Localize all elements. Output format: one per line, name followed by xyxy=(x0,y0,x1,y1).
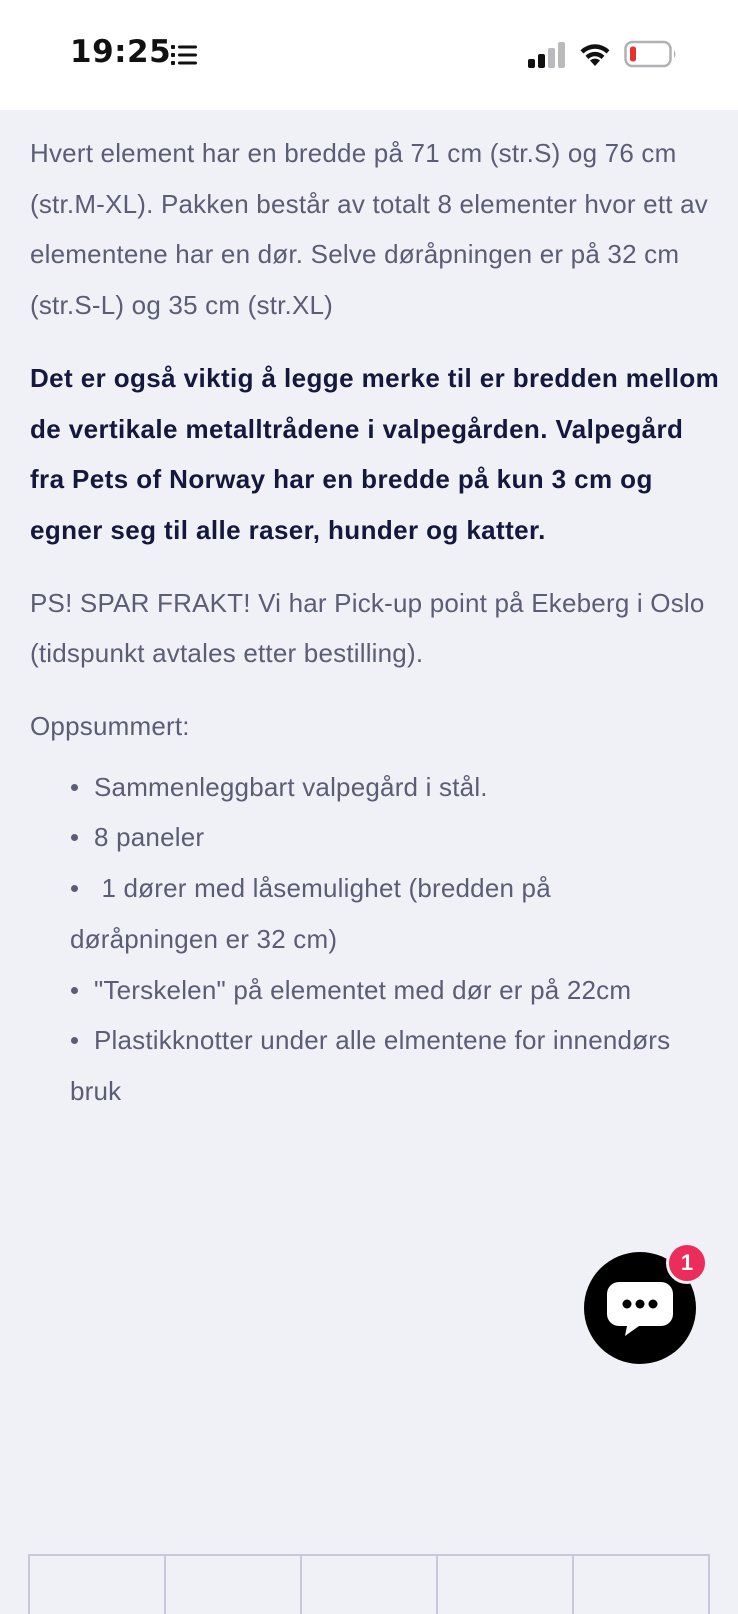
bullet-dot-icon xyxy=(71,987,78,994)
size-table-cell xyxy=(438,1556,574,1614)
description-emphasis-paragraph: Det er også viktig å legge merke til er bredden mellom de vertikale metalltrådene i valpegården. Valpegård fra Pets of Norway har en bredde på kun 3 cm og egner seg til alle raser, hunder og katter. xyxy=(30,362,720,545)
status-bar xyxy=(0,0,738,110)
product-description xyxy=(30,128,720,1117)
list-item: "Terskelen" på elementet med dør er på 22cm xyxy=(70,965,680,1016)
size-table xyxy=(28,1554,710,1614)
bullet-dot-icon xyxy=(71,885,78,892)
summary-list xyxy=(30,762,680,1117)
size-table-cell xyxy=(302,1556,438,1614)
list-item: Sammenleggbart valpegård i stål. xyxy=(70,762,680,813)
bullet-dot-icon xyxy=(71,1037,78,1044)
size-table-cell xyxy=(30,1556,166,1614)
bullet-dot-icon xyxy=(71,784,78,791)
description-paragraph: Hvert element har en bredde på 71 cm (str.S) og 76 cm (str.M-XL). Pakken består av totalt 8 elementer hvor ett av elementene har en dør. Selve døråpningen er på 32 cm (str.S-L) og 35 cm (str.XL) xyxy=(30,138,708,321)
wifi-icon xyxy=(578,40,612,68)
size-table-cell xyxy=(166,1556,302,1614)
battery-low-icon xyxy=(624,40,678,68)
list-item: 8 paneler xyxy=(70,812,680,863)
cellular-signal-icon xyxy=(528,42,566,68)
list-item: 1 dører med låsemulighet (bredden på døråpningen er 32 cm) xyxy=(70,873,559,954)
status-time: 19:25 xyxy=(70,34,172,70)
list-item: Plastikknotter under alle elmentene for innendørs bruk xyxy=(70,1025,671,1106)
chat-notification-badge: 1 xyxy=(666,1242,708,1284)
summary-label: Oppsummert: xyxy=(30,711,190,742)
focus-list-icon xyxy=(171,44,197,66)
chat-bubble-icon xyxy=(605,1278,675,1338)
bullet-dot-icon xyxy=(71,834,78,841)
size-table-cell xyxy=(574,1556,708,1614)
pickup-paragraph: PS! SPAR FRAKT! Vi har Pick-up point på Ekeberg i Oslo (tidspunkt avtales etter bestilling). xyxy=(30,587,705,669)
